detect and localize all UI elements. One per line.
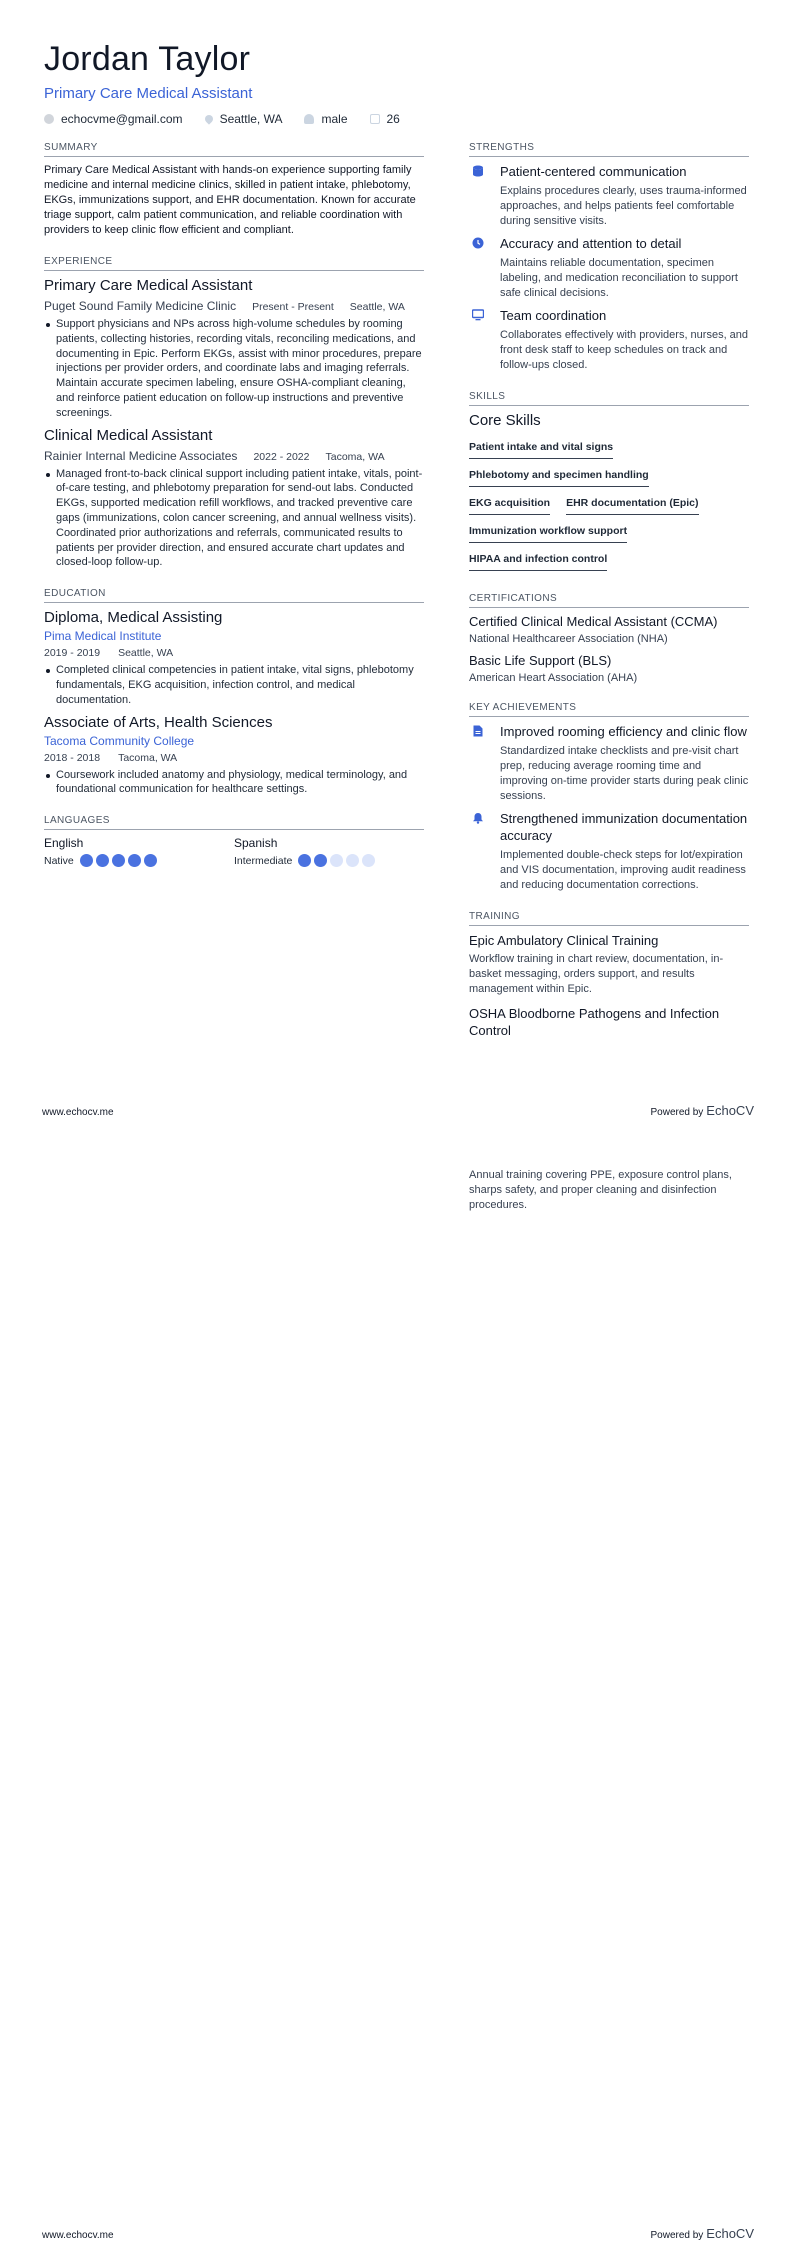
- gender-text: male: [321, 112, 348, 126]
- page-footer: [42, 1103, 754, 1118]
- training-name: Epic Ambulatory Clinical Training: [469, 933, 659, 948]
- strength-item: [469, 235, 749, 301]
- language-rating: [80, 854, 160, 867]
- document-icon: [472, 725, 484, 737]
- certification-org: National Healthcareer Association (NHA): [469, 633, 668, 645]
- section-heading: LANGUAGES: [44, 815, 424, 830]
- contact-email[interactable]: [44, 112, 183, 126]
- degree-title: Diploma, Medical Assisting: [44, 609, 223, 627]
- brand-name: EchoCV: [706, 2226, 754, 2241]
- strength-item: [469, 307, 749, 373]
- school-name: Tacoma Community College: [44, 733, 195, 748]
- candidate-title: Primary Care Medical Assistant: [44, 85, 253, 102]
- right-column: [469, 142, 749, 1057]
- certification-name: Certified Clinical Medical Assistant (CCMA): [469, 614, 718, 629]
- strength-desc: Collaborates effectively with providers, nurses, and front desk staff to keep schedules on track and follow-ups closed.: [500, 329, 749, 371]
- strength-desc: Explains procedures clearly, uses trauma-informed approaches, and helps patients feel comfortable during sensitive visits.: [500, 185, 747, 227]
- bell-icon: [472, 812, 484, 824]
- language-level-row: [44, 854, 234, 867]
- certification-org: American Heart Association (AHA): [469, 672, 638, 684]
- age-text: 26: [386, 112, 400, 126]
- brand-name: EchoCV: [706, 1103, 754, 1118]
- summary-section: [44, 142, 424, 238]
- person-icon: [304, 114, 314, 124]
- degree-title: Associate of Arts, Health Sciences: [44, 713, 273, 731]
- bullet-item: Completed clinical competencies in patient intake, vital signs, phlebotomy fundamentals, EKG acquisition, infection control, and medical documentation.: [44, 663, 424, 707]
- job-dates: 2022 - 2022: [253, 450, 310, 463]
- rating-dot-filled: [112, 854, 125, 867]
- training-section: [469, 911, 749, 1039]
- achievement-item: [469, 810, 749, 893]
- footer-powered: [650, 2226, 754, 2241]
- rating-dot-filled: [96, 854, 109, 867]
- rating-dot-filled: [80, 854, 93, 867]
- contact-gender: [304, 112, 347, 126]
- strength-title: Team coordination: [500, 308, 607, 323]
- calendar-icon: [370, 114, 380, 124]
- languages-section: [44, 815, 424, 867]
- experience-item: [44, 277, 424, 421]
- footer-powered: [650, 1103, 754, 1118]
- language-level: Intermediate: [234, 854, 293, 867]
- education-bullets: [44, 663, 424, 707]
- job-location: Tacoma, WA: [325, 450, 385, 463]
- certification-name: Basic Life Support (BLS): [469, 653, 612, 668]
- strength-title: Patient-centered communication: [500, 164, 687, 179]
- skill-chips: [469, 435, 749, 575]
- skill-chip: Immunization workflow support: [469, 519, 627, 543]
- job-title: Primary Care Medical Assistant: [44, 277, 253, 294]
- strength-title: Accuracy and attention to detail: [500, 236, 682, 251]
- section-heading: TRAINING: [469, 911, 749, 926]
- clock-icon: [472, 237, 484, 249]
- achievement-title: Strengthened immunization documentation accuracy: [500, 811, 748, 843]
- page-footer: [42, 2226, 754, 2241]
- strength-desc: Maintains reliable documentation, specimen labeling, and medication reconciliation to support safe clinical decisions.: [500, 257, 738, 299]
- company-name: Puget Sound Family Medicine Clinic: [44, 299, 237, 313]
- section-heading: CERTIFICATIONS: [469, 593, 749, 608]
- footer-site-link[interactable]: www.echocv.me: [42, 2230, 114, 2241]
- job-dates: Present - Present: [252, 301, 334, 313]
- achievements-section: [469, 702, 749, 893]
- job-location: Seattle, WA: [349, 301, 405, 313]
- bullet-item: Support physicians and NPs across high-volume schedules by rooming patients, collecting histories, recording vitals, reconciling medications, and documenting in Epic. Perform EKGs, assist with minor procedures, prepare injections per provider orders, and coordinate labs and imaging referrals. Maintain accurate specimen labeling, ensure OSHA-compliant cleaning, and reinforce patient education on follow-up instructions and preventive screenings.: [44, 317, 424, 421]
- certifications-section: [469, 593, 749, 684]
- language-level: Native: [44, 854, 74, 867]
- section-heading: STRENGTHS: [469, 142, 749, 157]
- monitor-icon: [472, 309, 484, 321]
- job-bullets: [44, 467, 424, 571]
- summary-text: Primary Care Medical Assistant with hands-on experience supporting family medicine and internal medicine clinics, skilled in patient intake, phlebotomy, EKGs, immunizations support, and EHR documentation. Known for accurate triage support, calm patient communication, and reliable coordination with providers to keep clinic flow efficient and compliant.: [44, 164, 416, 236]
- section-heading: KEY ACHIEVEMENTS: [469, 702, 749, 717]
- job-meta: [44, 449, 424, 463]
- rating-dot-filled: [144, 854, 157, 867]
- achievement-desc: Implemented double-check steps for lot/expiration and VIS documentation, improving audit readiness and reducing documentation corrections.: [500, 849, 746, 891]
- rating-dot-empty: [362, 854, 375, 867]
- powered-by-text: Powered by: [650, 1107, 704, 1118]
- rating-dot-filled: [298, 854, 311, 867]
- education-section: [44, 588, 424, 797]
- skill-chip: Phlebotomy and specimen handling: [469, 463, 649, 487]
- job-meta: [44, 299, 424, 313]
- education-item: [44, 609, 424, 707]
- rating-dot-filled: [314, 854, 327, 867]
- skill-chip: EKG acquisition: [469, 491, 550, 515]
- education-meta: [44, 752, 424, 764]
- contact-age: [370, 112, 400, 126]
- footer-site-link[interactable]: www.echocv.me: [42, 1107, 114, 1118]
- language-item: [234, 836, 424, 867]
- candidate-name: Jordan Taylor: [44, 40, 251, 78]
- rating-dot-filled: [128, 854, 141, 867]
- section-heading: EDUCATION: [44, 588, 424, 603]
- education-dates: 2018 - 2018: [44, 751, 101, 764]
- strengths-section: [469, 142, 749, 373]
- company-name: Rainier Internal Medicine Associates: [44, 448, 238, 463]
- email-icon: [44, 114, 54, 124]
- rating-dot-empty: [346, 854, 359, 867]
- education-item: [44, 714, 424, 798]
- section-heading: SKILLS: [469, 391, 749, 406]
- section-heading: SUMMARY: [44, 142, 424, 157]
- school-name: Pima Medical Institute: [44, 629, 162, 644]
- language-item: [44, 836, 234, 867]
- education-location: Seattle, WA: [118, 647, 174, 660]
- experience-item: [44, 427, 424, 571]
- language-list: [44, 836, 424, 867]
- bullet-item: Managed front-to-back clinical support including patient intake, vitals, point-of-care testing, and phlebotomy preparation for send-out labs. Conducted EKGs, supported medication refill workflows, and tracked preventive care gaps (immunizations, colon cancer screening, and annual wellness visits). Coordinated prior authorizations and referrals, communicated results to patients per provider direction, and ensured accurate chart updates and closed-loop follow-up.: [44, 467, 424, 571]
- education-meta: [44, 647, 424, 659]
- achievement-title: Improved rooming efficiency and clinic flow: [500, 724, 747, 739]
- language-name: Spanish: [234, 836, 278, 851]
- skill-chip: EHR documentation (Epic): [566, 491, 698, 515]
- training-desc: Workflow training in chart review, documentation, in-basket messaging, orders support, and results management within Epic.: [469, 953, 724, 995]
- rating-dot-empty: [330, 854, 343, 867]
- resume-header: [44, 40, 754, 126]
- section-heading: EXPERIENCE: [44, 256, 424, 271]
- achievement-item: [469, 723, 749, 804]
- left-column: [44, 142, 424, 885]
- experience-section: [44, 256, 424, 570]
- education-bullets: [44, 768, 424, 798]
- strength-item: [469, 163, 749, 229]
- training-name: OSHA Bloodborne Pathogens and Infection Control: [469, 1006, 720, 1038]
- email-text: echocvme@gmail.com: [61, 112, 183, 126]
- achievement-desc: Standardized intake checklists and pre-visit chart prep, reducing average rooming time and improving on-time provider starts during peak clinic sessions.: [500, 745, 749, 802]
- database-icon: [472, 165, 484, 177]
- location-pin-icon: [203, 113, 214, 124]
- powered-by-text: Powered by: [650, 2230, 704, 2241]
- skills-group-title: Core Skills: [469, 412, 541, 429]
- job-bullets: [44, 317, 424, 421]
- education-location: Tacoma, WA: [118, 751, 178, 764]
- skills-section: [469, 391, 749, 575]
- training-desc-continued: Annual training covering PPE, exposure control plans, sharps safety, and proper cleaning and disinfection procedures.: [469, 1169, 732, 1211]
- contact-row: [44, 112, 754, 126]
- bullet-item: Coursework included anatomy and physiology, medical terminology, and foundational communication for healthcare settings.: [44, 768, 424, 798]
- education-dates: 2019 - 2019: [44, 647, 101, 660]
- job-title: Clinical Medical Assistant: [44, 426, 213, 444]
- location-text: Seattle, WA: [219, 112, 283, 126]
- skill-chip: HIPAA and infection control: [469, 547, 607, 571]
- language-level-row: [234, 854, 424, 867]
- language-name: English: [44, 836, 84, 851]
- language-rating: [298, 854, 378, 867]
- skill-chip: Patient intake and vital signs: [469, 435, 613, 459]
- contact-location: [205, 112, 283, 126]
